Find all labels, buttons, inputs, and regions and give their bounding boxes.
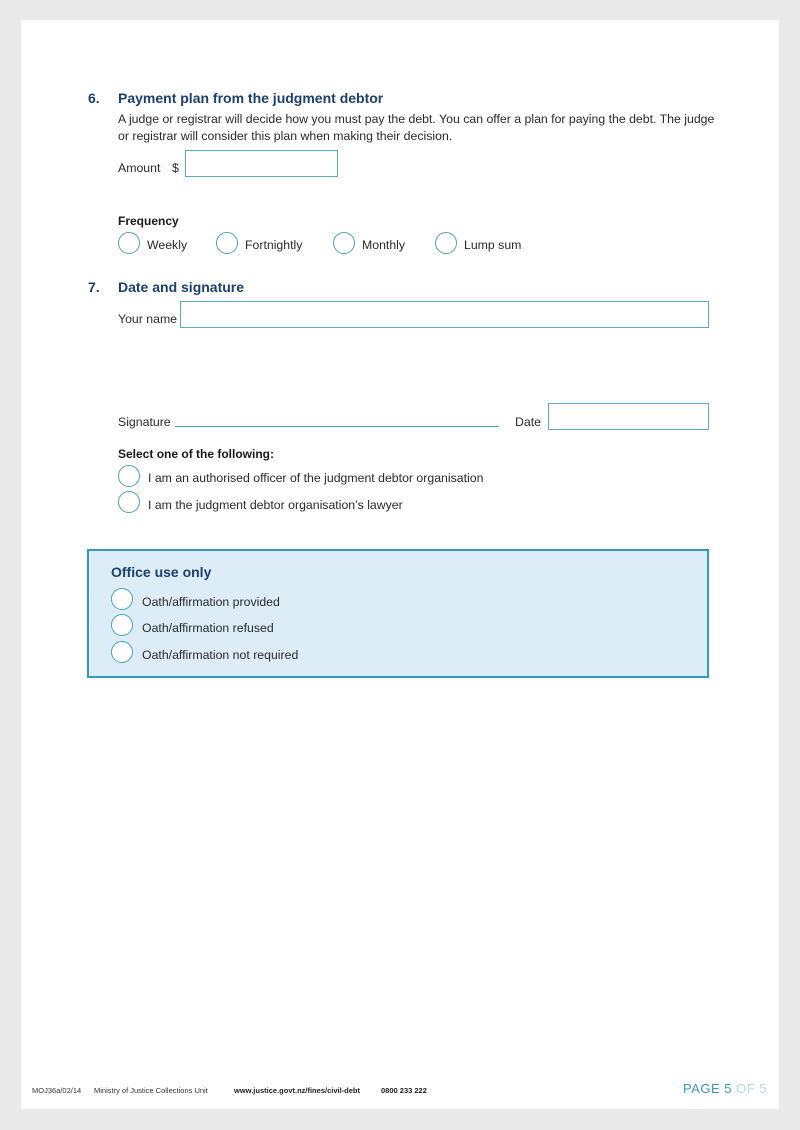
oath-not-required-label: Oath/affirmation not required <box>142 648 299 662</box>
frequency-lump-sum-label: Lump sum <box>464 238 522 252</box>
select-one-label: Select one of the following: <box>118 447 274 461</box>
section-6-title: Payment plan from the judgment debtor <box>118 90 384 106</box>
date-field[interactable] <box>548 403 709 430</box>
currency-symbol: $ <box>172 161 179 175</box>
frequency-label: Frequency <box>118 214 179 228</box>
oath-provided-radio[interactable] <box>111 588 133 610</box>
amount-label: Amount <box>118 161 161 175</box>
frequency-weekly-label: Weekly <box>147 238 188 252</box>
signature-line[interactable] <box>175 426 499 427</box>
page-number-current: PAGE 5 <box>683 1081 733 1096</box>
frequency-lump-sum-radio[interactable] <box>435 232 457 254</box>
lawyer-label: I am the judgment debtor organisation’s lawyer <box>148 498 403 512</box>
page-number-total: OF 5 <box>736 1081 768 1096</box>
authorised-officer-radio[interactable] <box>118 465 140 487</box>
oath-provided-label: Oath/affirmation provided <box>142 595 280 609</box>
date-label: Date <box>515 415 541 429</box>
footer-phone: 0800 233 222 <box>381 1086 427 1095</box>
your-name-field[interactable] <box>180 301 709 328</box>
frequency-monthly-radio[interactable] <box>333 232 355 254</box>
your-name-label: Your name <box>118 312 178 326</box>
signature-label: Signature <box>118 415 171 429</box>
section-6-description-line1: A judge or registrar will decide how you must pay the debt. You can offer a plan for paying the debt. The judge <box>118 112 715 126</box>
form-page <box>21 20 779 1109</box>
oath-not-required-radio[interactable] <box>111 641 133 663</box>
footer-url: www.justice.govt.nz/fines/civil-debt <box>234 1086 360 1095</box>
frequency-fortnightly-radio[interactable] <box>216 232 238 254</box>
amount-field[interactable] <box>185 150 338 177</box>
frequency-fortnightly-label: Fortnightly <box>245 238 303 252</box>
authorised-officer-label: I am an authorised officer of the judgment debtor organisation <box>148 471 484 485</box>
office-use-title: Office use only <box>111 564 212 580</box>
section-7-number: 7. <box>88 279 100 295</box>
footer-form-code: MOJ36a/02/14 <box>32 1086 82 1095</box>
page-number <box>683 1081 767 1096</box>
frequency-monthly-label: Monthly <box>362 238 406 252</box>
section-6-description-line2: or registrar will consider this plan when making their decision. <box>118 129 453 143</box>
oath-refused-label: Oath/affirmation refused <box>142 621 274 635</box>
oath-refused-radio[interactable] <box>111 614 133 636</box>
section-6-number: 6. <box>88 90 100 106</box>
frequency-weekly-radio[interactable] <box>118 232 140 254</box>
section-7-title: Date and signature <box>118 279 245 295</box>
lawyer-radio[interactable] <box>118 491 140 513</box>
footer-unit: Ministry of Justice Collections Unit <box>94 1086 208 1095</box>
